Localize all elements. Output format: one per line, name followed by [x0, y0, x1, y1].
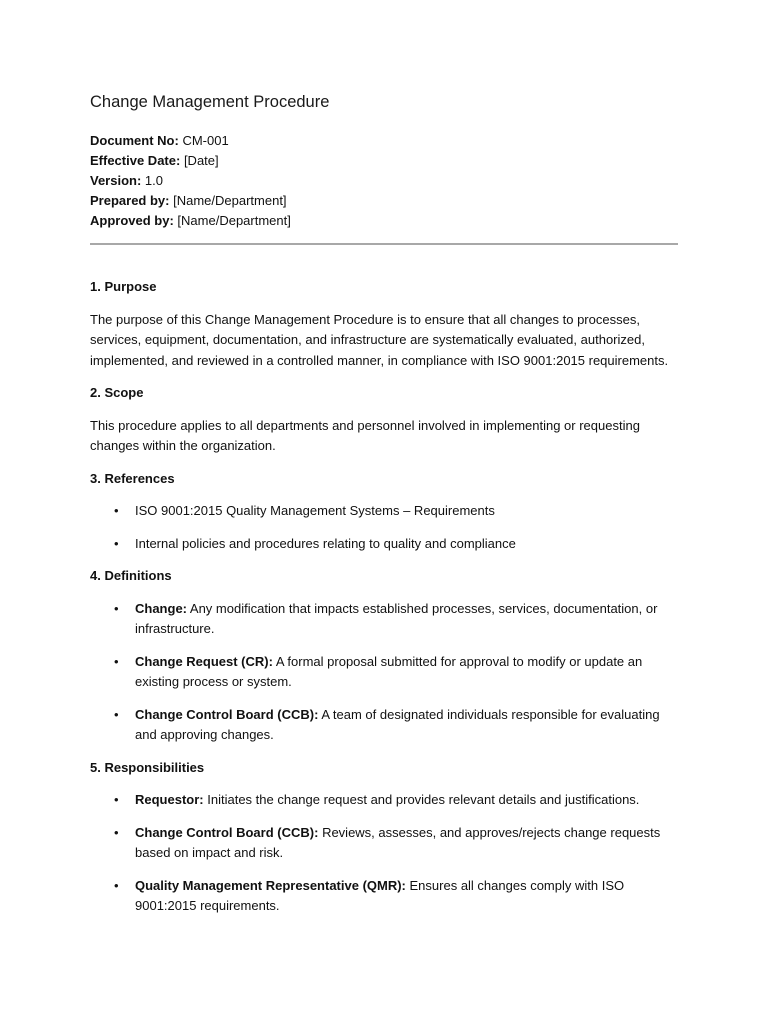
definition-term: Change: — [135, 600, 187, 616]
meta-value: CM-001 — [182, 133, 229, 148]
bullet-icon: • — [114, 877, 119, 893]
list-item — [90, 652, 678, 693]
bullet-icon: • — [114, 653, 119, 669]
section-heading-references: 3. References — [90, 470, 175, 486]
meta-value: [Name/Department] — [173, 193, 287, 208]
meta-label: Prepared by: — [90, 193, 170, 208]
scope-paragraph: This procedure applies to all departments and personnel involved in implementing or requesting changes within the organization. — [90, 417, 640, 453]
meta-value: 1.0 — [144, 173, 163, 188]
definition-term: Change Request (CR): — [135, 653, 273, 669]
document-body — [90, 277, 678, 929]
definition-text: Any modification that impacts established processes, services, documentation, or infrastructure. — [135, 600, 658, 636]
meta-label: Version: — [90, 173, 142, 188]
meta-prepared-by — [90, 191, 291, 211]
list-item — [90, 790, 678, 811]
meta-version — [90, 171, 291, 191]
meta-document-no — [90, 131, 291, 151]
list-item — [90, 501, 678, 522]
bullet-icon: • — [114, 706, 119, 722]
section-heading-scope: 2. Scope — [90, 385, 144, 400]
bullet-icon: • — [114, 503, 119, 518]
definition-term: Change Control Board (CCB): — [135, 706, 319, 722]
bullet-icon: • — [114, 535, 119, 551]
responsibility-role: Change Control Board (CCB): — [135, 824, 319, 840]
definition-text: A team of designated individuals responsible for evaluating and approving changes. — [135, 706, 660, 742]
meta-label: Document No: — [90, 133, 179, 148]
meta-value: [Name/Department] — [177, 213, 291, 228]
section-heading-definitions: 4. Definitions — [90, 568, 172, 583]
responsibility-text: Initiates the change request and provides relevant details and justifications. — [207, 792, 640, 807]
section-heading-purpose: 1. Purpose — [90, 279, 157, 294]
list-item — [90, 823, 678, 864]
list-item — [90, 534, 678, 555]
responsibilities-list — [90, 790, 678, 917]
document-metadata — [90, 131, 291, 231]
purpose-paragraph: The purpose of this Change Management Procedure is to ensure that all changes to processes, services, equipment, documentation, and infrastructure are systematically evaluated, authorized, implemented, and reviewed in a controlled manner, in compliance with ISO 9001:2015 requirements. — [90, 311, 669, 368]
horizontal-divider — [90, 243, 678, 245]
bullet-icon: • — [114, 824, 119, 840]
responsibility-role: Quality Management Representative (QMR): — [135, 877, 406, 893]
page-title: Change Management Procedure — [90, 93, 330, 111]
bullet-icon: • — [114, 600, 119, 616]
responsibility-text: Reviews, assesses, and approves/rejects change requests based on impact and risk. — [135, 824, 661, 860]
reference-text: ISO 9001:2015 Quality Management Systems – Requirements — [135, 503, 495, 518]
meta-effective-date — [90, 151, 291, 171]
responsibility-role: Requestor: — [135, 792, 204, 807]
list-item — [90, 876, 678, 917]
bullet-icon: • — [114, 792, 119, 807]
meta-label: Effective Date: — [90, 153, 181, 168]
definition-text: A formal proposal submitted for approval to modify or update an existing process or system. — [135, 653, 643, 689]
reference-text: Internal policies and procedures relating to quality and compliance — [135, 535, 516, 551]
definitions-list — [90, 599, 678, 746]
responsibility-text: Ensures all changes comply with ISO 9001:2015 requirements. — [135, 877, 625, 913]
section-heading-responsibilities: 5. Responsibilities — [90, 759, 205, 775]
meta-label: Approved by: — [90, 213, 174, 228]
references-list — [90, 501, 678, 554]
list-item — [90, 705, 678, 746]
meta-value: [Date] — [183, 153, 219, 168]
meta-approved-by — [90, 211, 291, 231]
list-item — [90, 599, 678, 640]
